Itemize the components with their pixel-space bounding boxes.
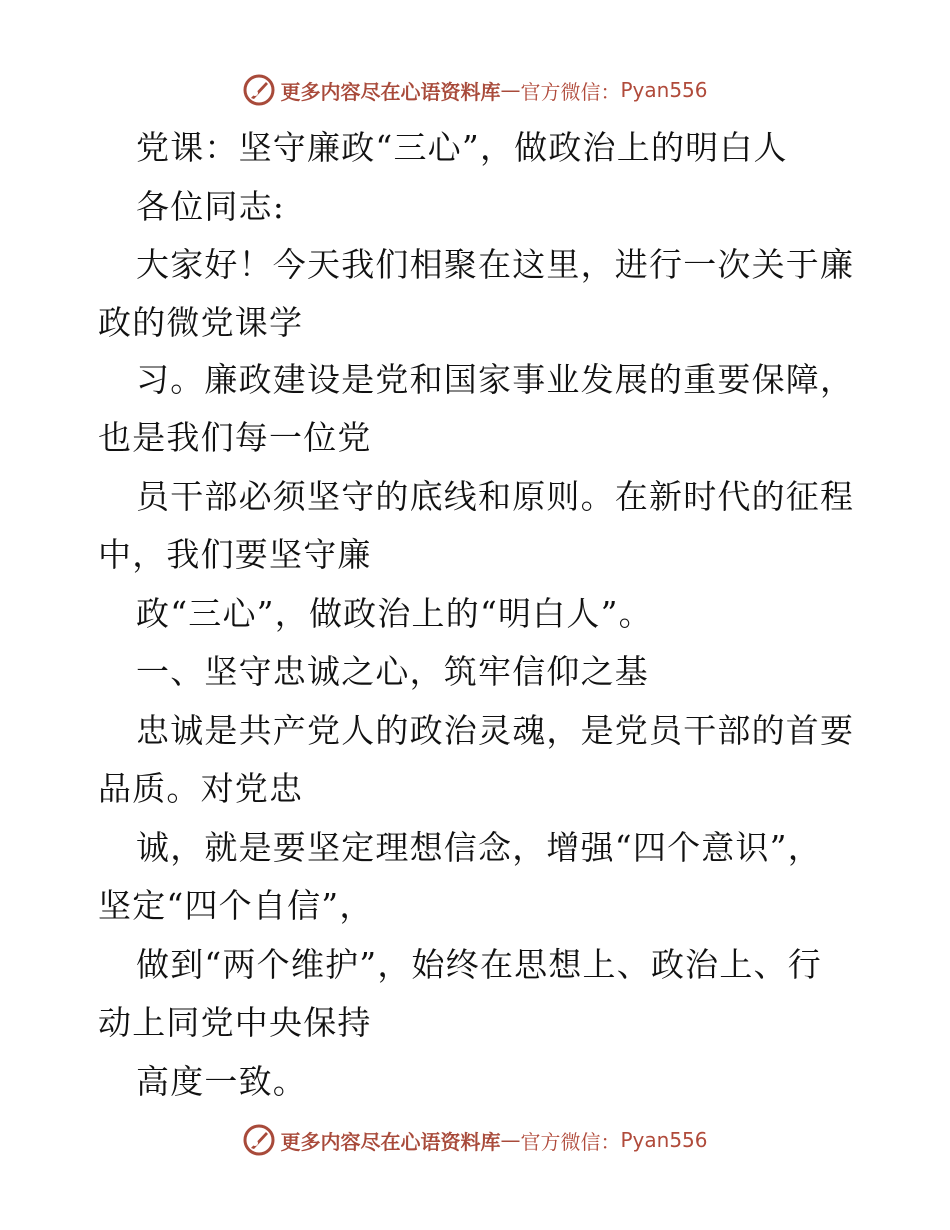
banner-wechat-label: 官方微信： <box>520 79 621 104</box>
banner-dash: — <box>500 78 521 102</box>
document-title: 党课：坚守廉政“三心”，做政治上的明白人 <box>136 128 788 167</box>
body-line: 忠诚是共产党人的政治灵魂，是党员干部的首要 <box>136 711 855 750</box>
body-line: 动上同党中央保持 <box>98 1003 372 1042</box>
body-line: 习。廉政建设是党和国家事业发展的重要保障， <box>136 360 855 399</box>
body-line: 也是我们每一位党 <box>98 418 372 457</box>
banner-wechat-id: Pyan556 <box>620 1128 708 1152</box>
body-line: 高度一致。 <box>136 1062 307 1101</box>
body-line: 诚，就是要坚定理想信念，增强“四个意识”， <box>136 828 822 867</box>
section-heading: 一、坚守忠诚之心，筑牢信仰之基 <box>136 652 649 691</box>
body-line: 做到“两个维护”，始终在思想上、政治上、行 <box>136 945 822 984</box>
banner-wechat-id: Pyan556 <box>620 78 708 102</box>
body-line: 大家好！今天我们相聚在这里，进行一次关于廉 <box>136 245 855 284</box>
body-line: 品质。对党忠 <box>98 769 304 808</box>
banner-dash: — <box>500 1128 521 1152</box>
salutation: 各位同志: <box>136 187 286 226</box>
banner-wechat-label: 官方微信： <box>520 1129 621 1154</box>
footer-banner <box>0 1120 950 1160</box>
banner-brand: 更多内容尽在心语资料库 <box>280 79 501 104</box>
body-line: 坚定“四个自信”， <box>98 886 374 925</box>
body-line: 政“三心”，做政治上的“明白人”。 <box>136 594 653 633</box>
body-line: 员干部必须坚守的底线和原则。在新时代的征程 <box>136 477 855 516</box>
banner-brand: 更多内容尽在心语资料库 <box>280 1129 501 1154</box>
quill-circle-icon <box>242 1123 276 1157</box>
body-line: 政的微党课学 <box>98 303 304 342</box>
body-line: 中，我们要坚守廉 <box>98 535 372 574</box>
